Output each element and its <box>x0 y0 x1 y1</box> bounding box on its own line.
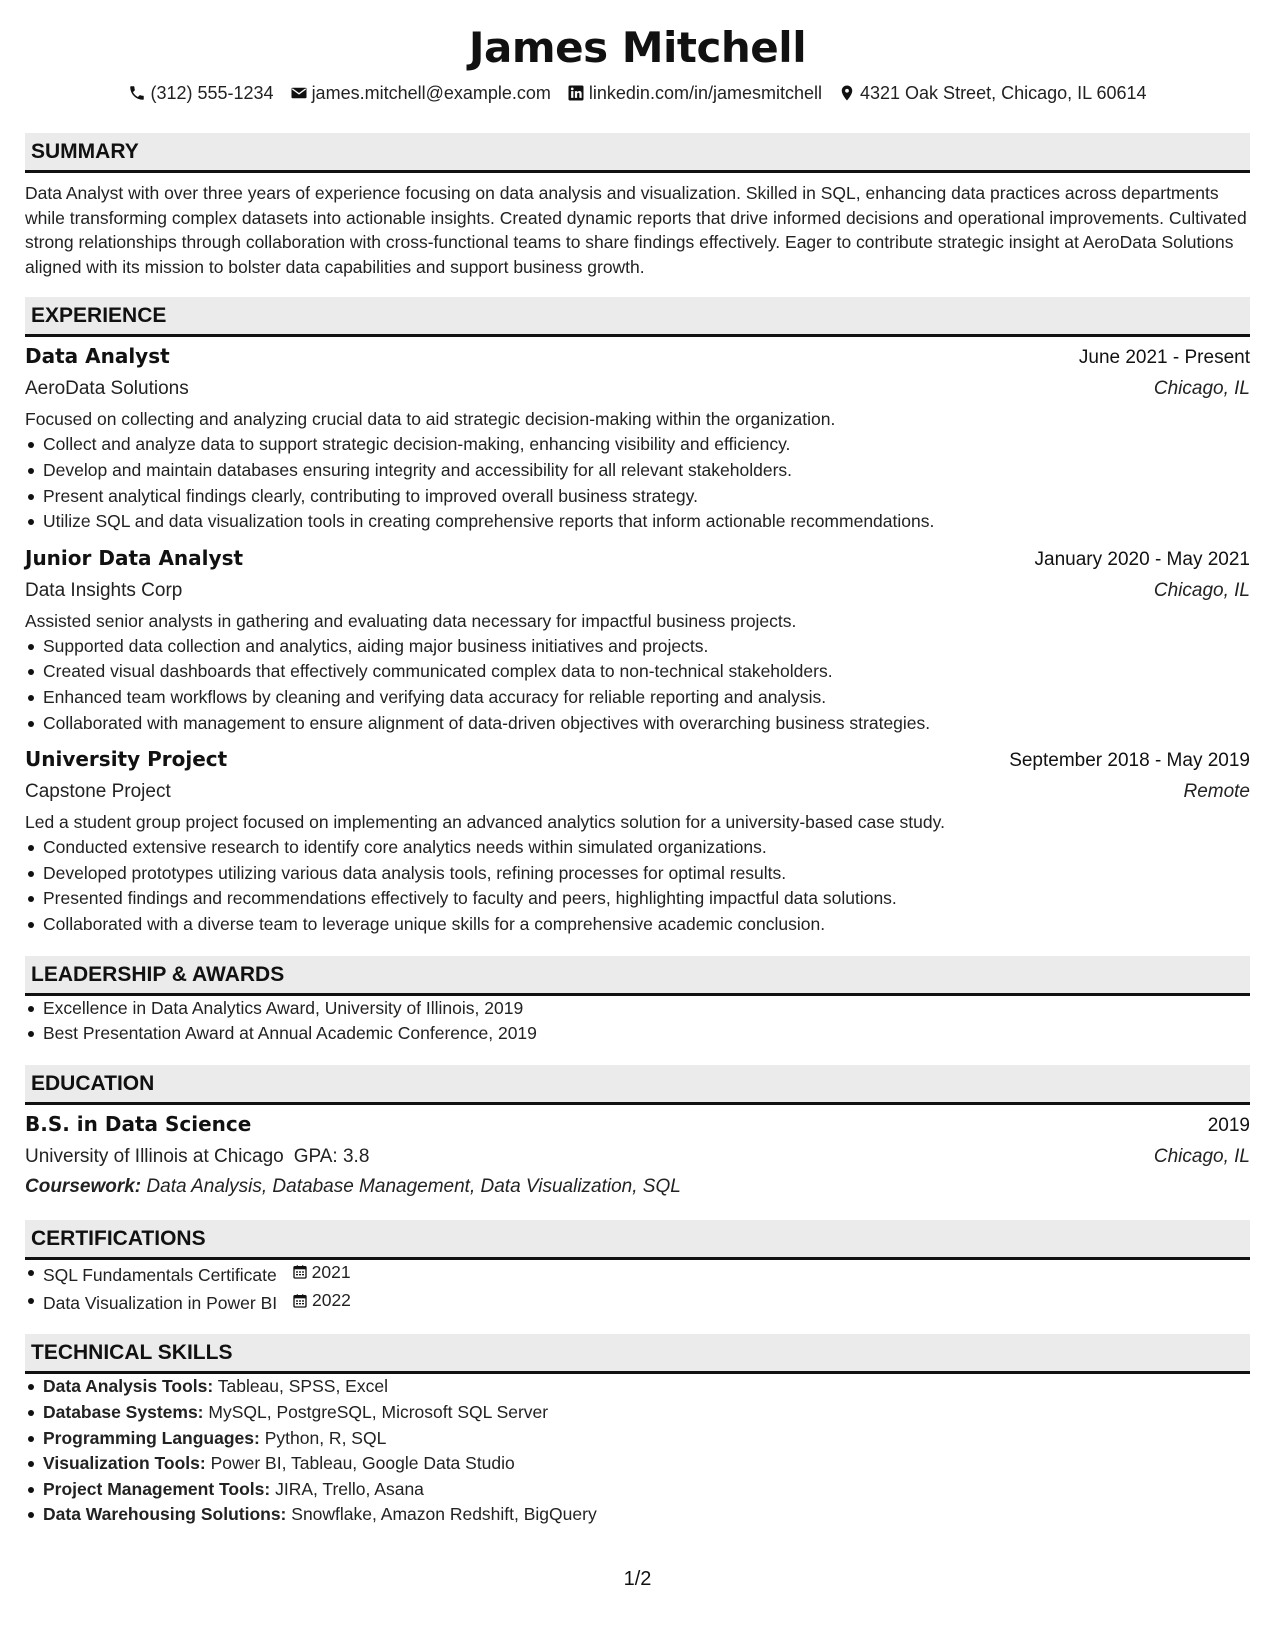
skill-value: Snowflake, Amazon Redshift, BigQuery <box>291 1504 597 1525</box>
list-item: Develop and maintain databases ensuring integrity and accessibility for all relevant stakeholders. <box>43 458 1250 484</box>
phone-icon <box>128 84 146 102</box>
list-item: Collect and analyze data to support strategic decision-making, enhancing visibility and efficiency. <box>43 432 1250 458</box>
list-item <box>43 1451 1250 1477</box>
skill-label: Programming Languages: <box>43 1427 260 1448</box>
certifications-section <box>25 1220 1250 1317</box>
job-dates: September 2018 - May 2019 <box>1009 750 1250 772</box>
skill-label: Database Systems: <box>43 1402 204 1423</box>
section-heading: LEADERSHIP & AWARDS <box>25 956 1250 996</box>
skill-label: Data Analysis Tools: <box>43 1376 214 1397</box>
list-item: Present analytical findings clearly, contributing to improved overall business strategy. <box>43 484 1250 510</box>
experience-entry <box>25 341 1250 534</box>
list-item <box>43 1374 1250 1400</box>
cert-year-text: 2022 <box>311 1290 351 1311</box>
list-item: Collaborated with a diverse team to leverage unique skills for a comprehensive academic conclusion. <box>43 912 1250 938</box>
skills-section <box>25 1334 1250 1528</box>
skill-value: Tableau, SPSS, Excel <box>217 1376 388 1397</box>
section-heading: EDUCATION <box>25 1065 1250 1105</box>
summary-section <box>25 133 1250 279</box>
job-location: Chicago, IL <box>1153 579 1250 601</box>
education-section <box>25 1065 1250 1202</box>
calendar-icon <box>292 1264 308 1280</box>
skill-value: JIRA, Trello, Asana <box>275 1478 424 1499</box>
summary-text: Data Analyst with over three years of experience focusing on data analysis and visualization. Skilled in SQL, enhancing data practices across departments while transforming complex datasets into actionable insights. Created dynamic reports that drive informed decisions and operational improvements. Cultivated strong relationships through collaboration with cross-functional teams to share findings effectively. Eager to contribute strategic insight at AeroData Solutions aligned with its mission to bolster data capabilities and support business growth. <box>25 183 1247 277</box>
skill-label: Project Management Tools: <box>43 1478 271 1499</box>
list-item <box>43 1426 1250 1452</box>
cert-name: SQL Fundamentals Certificate <box>43 1264 277 1285</box>
school-name: University of Illinois at Chicago <box>25 1145 284 1167</box>
list-item: Supported data collection and analytics, aiding major business initiatives and projects. <box>43 634 1250 660</box>
section-heading: EXPERIENCE <box>25 297 1250 337</box>
job-location: Chicago, IL <box>1153 378 1250 400</box>
gpa: GPA: 3.8 <box>293 1145 370 1167</box>
skill-value: MySQL, PostgreSQL, Microsoft SQL Server <box>208 1402 549 1423</box>
job-title: Data Analyst <box>25 344 170 369</box>
degree: B.S. in Data Science <box>25 1111 252 1136</box>
list-item <box>43 1288 1250 1316</box>
certifications-list <box>25 1260 1250 1317</box>
school-line <box>25 1141 369 1172</box>
list-item <box>43 1502 1250 1528</box>
list-item: Excellence in Data Analytics Award, University of Illinois, 2019 <box>43 996 1250 1022</box>
list-item: Presented findings and recommendations effectively to faculty and peers, highlighting impactful data solutions. <box>43 886 1250 912</box>
skill-label: Visualization Tools: <box>43 1453 206 1474</box>
cert-year-text: 2021 <box>311 1261 351 1282</box>
candidate-name: James Mitchell <box>468 23 807 72</box>
cert-year <box>292 1288 351 1314</box>
coursework-list: Data Analysis, Database Management, Data Visualization, SQL <box>146 1175 681 1197</box>
job-description: Assisted senior analysts in gathering and evaluating data necessary for impactful business projects. <box>25 610 797 631</box>
section-heading: SUMMARY <box>25 133 1250 173</box>
skill-value: Python, R, SQL <box>264 1427 387 1448</box>
company-name: Data Insights Corp <box>25 579 183 601</box>
job-description: Led a student group project focused on implementing an advanced analytics solution for a university-based case study. <box>25 812 945 833</box>
linkedin-text: linkedin.com/in/jamesmitchell <box>588 83 822 103</box>
job-description: Focused on collecting and analyzing crucial data to aid strategic decision-making within the organization. <box>25 409 836 430</box>
page-number: 1/2 <box>623 1568 652 1590</box>
list-item: Enhanced team workflows by cleaning and verifying data accuracy for reliable reporting and analysis. <box>43 685 1250 711</box>
list-item <box>43 1260 1250 1288</box>
contact-address <box>838 80 1147 106</box>
skills-list <box>25 1374 1250 1528</box>
resume-page <box>25 0 1250 1528</box>
address-text: 4321 Oak Street, Chicago, IL 60614 <box>860 83 1147 103</box>
skill-label: Data Warehousing Solutions: <box>43 1504 287 1525</box>
job-bullets <box>25 432 1250 534</box>
job-location: Remote <box>1183 781 1250 803</box>
list-item <box>43 1400 1250 1426</box>
contact-bar <box>25 80 1250 106</box>
company-name: Capstone Project <box>25 781 171 803</box>
list-item: Best Presentation Award at Annual Academic Conference, 2019 <box>43 1021 1250 1047</box>
cert-name: Data Visualization in Power BI <box>43 1292 278 1313</box>
list-item: Conducted extensive research to identify core analytics needs within simulated organizations. <box>43 835 1250 861</box>
section-heading: CERTIFICATIONS <box>25 1220 1250 1260</box>
linkedin-icon <box>567 84 585 102</box>
map-pin-icon <box>838 84 856 102</box>
list-item <box>43 1477 1250 1503</box>
company-name: AeroData Solutions <box>25 378 189 400</box>
school-location: Chicago, IL <box>1153 1145 1250 1167</box>
section-heading: TECHNICAL SKILLS <box>25 1334 1250 1374</box>
skill-value: Power BI, Tableau, Google Data Studio <box>210 1453 515 1474</box>
email-text: james.mitchell@example.com <box>311 83 551 103</box>
job-dates: June 2021 - Present <box>1078 347 1250 369</box>
list-item: Utilize SQL and data visualization tools in creating comprehensive reports that inform actionable recommendations. <box>43 509 1250 535</box>
job-title: University Project <box>25 747 228 772</box>
coursework-label: Coursework: <box>25 1175 142 1197</box>
experience-entry <box>25 744 1250 937</box>
awards-list <box>25 996 1250 1047</box>
job-bullets <box>25 634 1250 736</box>
list-item: Created visual dashboards that effectively communicated complex data to non-technical stakeholders. <box>43 659 1250 685</box>
job-bullets <box>25 835 1250 937</box>
contact-phone[interactable] <box>128 80 273 106</box>
list-item: Developed prototypes utilizing various data analysis tools, refining processes for optimal results. <box>43 861 1250 887</box>
envelope-icon <box>290 84 308 102</box>
calendar-icon <box>292 1293 308 1309</box>
coursework <box>25 1172 1250 1202</box>
awards-section <box>25 956 1250 1047</box>
experience-section <box>25 297 1250 937</box>
experience-entry <box>25 543 1250 736</box>
graduation-year: 2019 <box>1207 1114 1250 1136</box>
phone-text: (312) 555-1234 <box>150 83 274 103</box>
list-item: Collaborated with management to ensure alignment of data-driven objectives with overarching business strategies. <box>43 711 1250 737</box>
cert-year <box>292 1260 351 1286</box>
contact-linkedin[interactable] <box>567 80 822 106</box>
job-title: Junior Data Analyst <box>25 545 244 570</box>
job-dates: January 2020 - May 2021 <box>1034 548 1250 570</box>
education-entry <box>25 1109 1250 1202</box>
contact-email[interactable] <box>290 80 551 106</box>
